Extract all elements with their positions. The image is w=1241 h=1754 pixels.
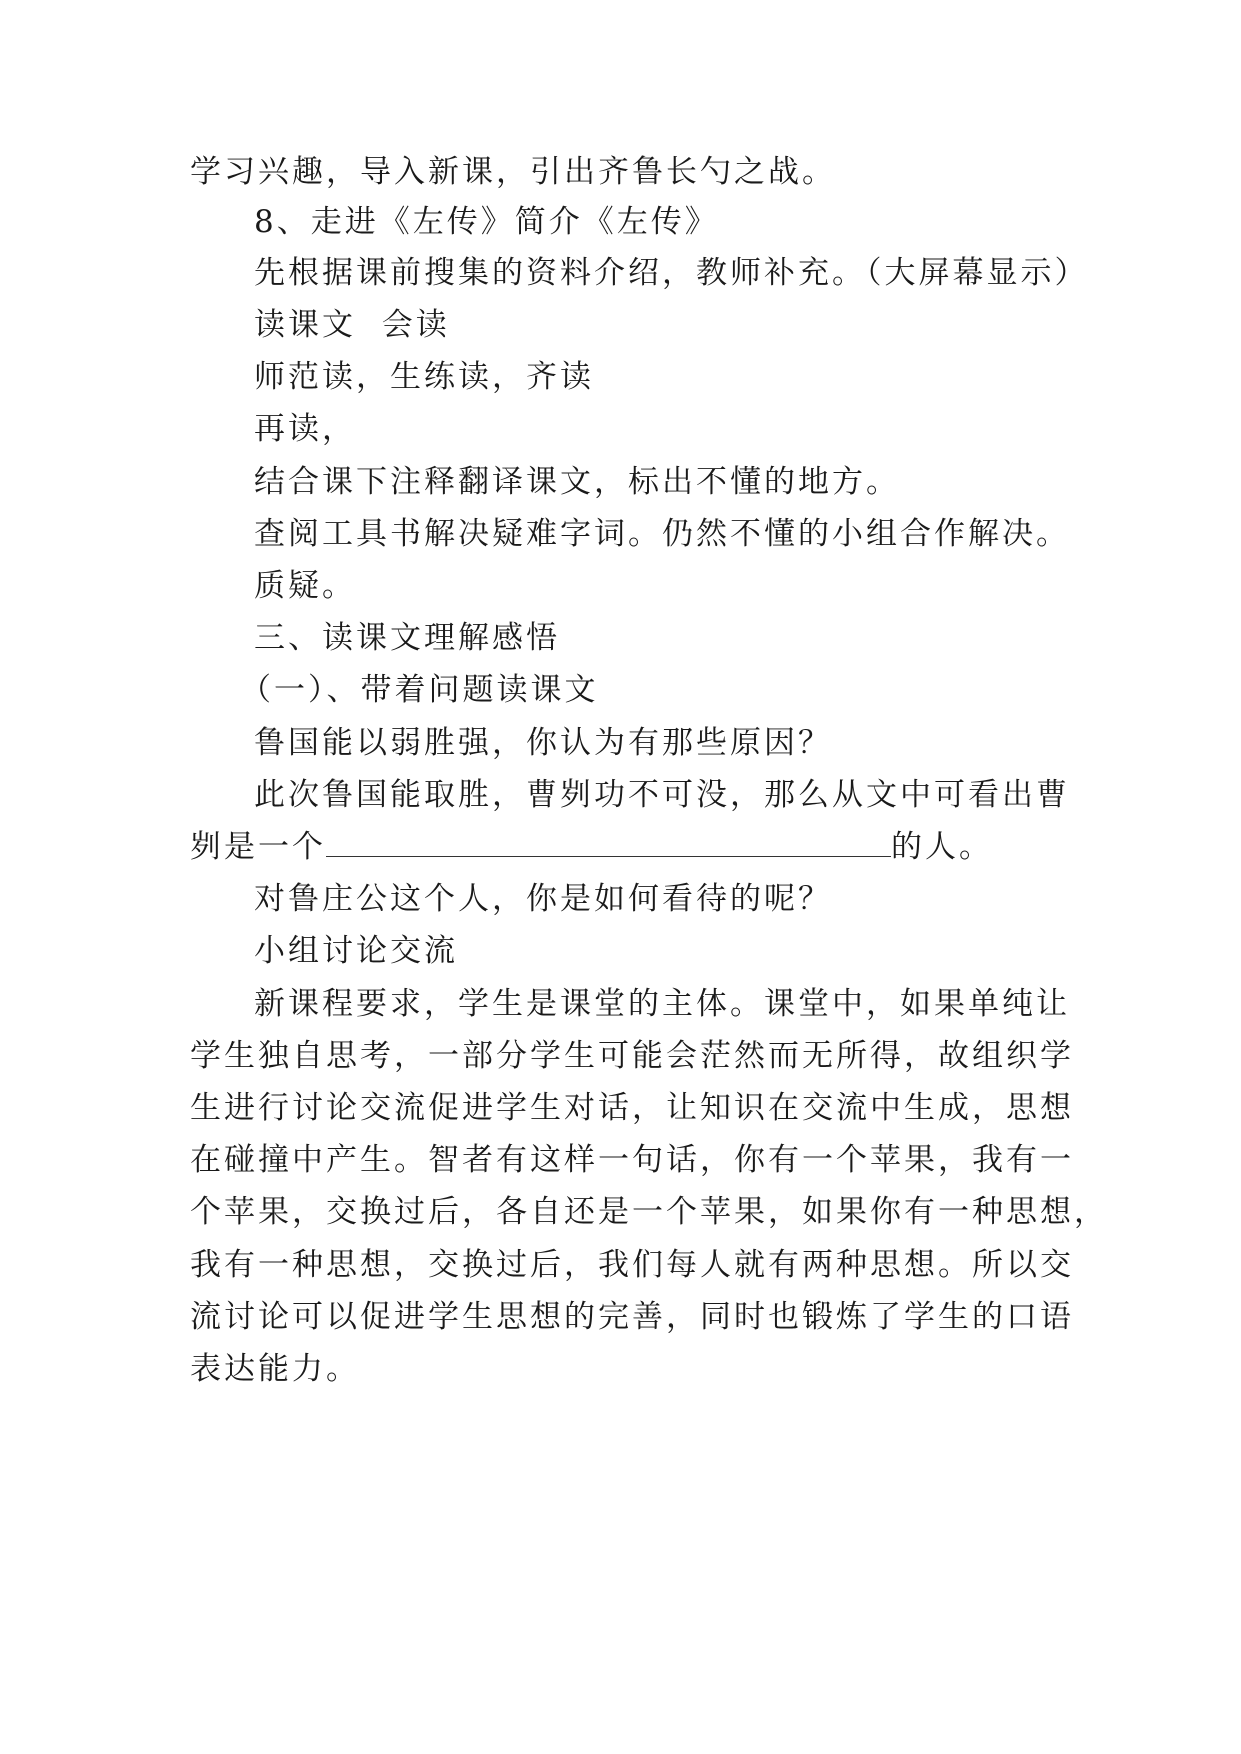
paragraph-line-7: 流讨论可以促进学生思想的完善，同时也锻炼了学生的口语 (190, 1299, 1074, 1335)
question-2: 此次鲁国能取胜，曹刿功不可没，那么从文中可看出曹 (254, 777, 1070, 813)
paragraph-line-5: 个苹果，交换过后，各自还是一个苹果，如果你有一种思想， (190, 1194, 1108, 1230)
subsection-heading: （一）、带着问题读课文 (240, 672, 599, 708)
paragraph-line-2: 学生独自思考，一部分学生可能会茫然而无所得，故组织学 (190, 1038, 1074, 1074)
text-line-8: 查阅工具书解决疑难字词。仍然不懂的小组合作解决。 (254, 516, 1070, 552)
question-3: 对鲁庄公这个人，你是如何看待的呢？ (254, 881, 832, 917)
paragraph-line-4: 在碰撞中产生。智者有这样一句话，你有一个苹果，我有一 (190, 1142, 1074, 1178)
section-heading: 三、读课文理解感悟 (254, 620, 560, 656)
text-line-3: 先根据课前搜集的资料介绍，教师补充。（大屏幕显示） (254, 255, 1089, 291)
paragraph-line-1: 新课程要求，学生是课堂的主体。课堂中，如果单纯让 (254, 986, 1070, 1022)
fill-in-line (190, 827, 1070, 867)
text-line-2: 8、走进《左传》简介《左传》 (254, 204, 719, 240)
text-line-5: 师范读，生练读，齐读 (254, 359, 594, 395)
text-line-1: 学习兴趣，导入新课，引出齐鲁长勺之战。 (190, 154, 836, 190)
text-line-4: 读课文 会读 (254, 307, 450, 343)
fill-in-suffix: 的人。 (891, 829, 993, 865)
fill-in-blank (326, 830, 891, 857)
question-1: 鲁国能以弱胜强，你认为有那些原因？ (254, 725, 832, 761)
paragraph-line-6: 我有一种思想，交换过后，我们每人就有两种思想。所以交 (190, 1247, 1074, 1283)
fill-in-prefix: 刿是一个 (190, 829, 326, 865)
paragraph-line-8: 表达能力。 (190, 1351, 360, 1387)
text-line-discussion: 小组讨论交流 (254, 933, 458, 969)
text-line-6: 再读， (254, 411, 356, 447)
paragraph-line-3: 生进行讨论交流促进学生对话，让知识在交流中生成，思想 (190, 1090, 1074, 1126)
text-line-9: 质疑。 (254, 568, 356, 604)
text-line-7: 结合课下注释翻译课文，标出不懂的地方。 (254, 464, 900, 500)
